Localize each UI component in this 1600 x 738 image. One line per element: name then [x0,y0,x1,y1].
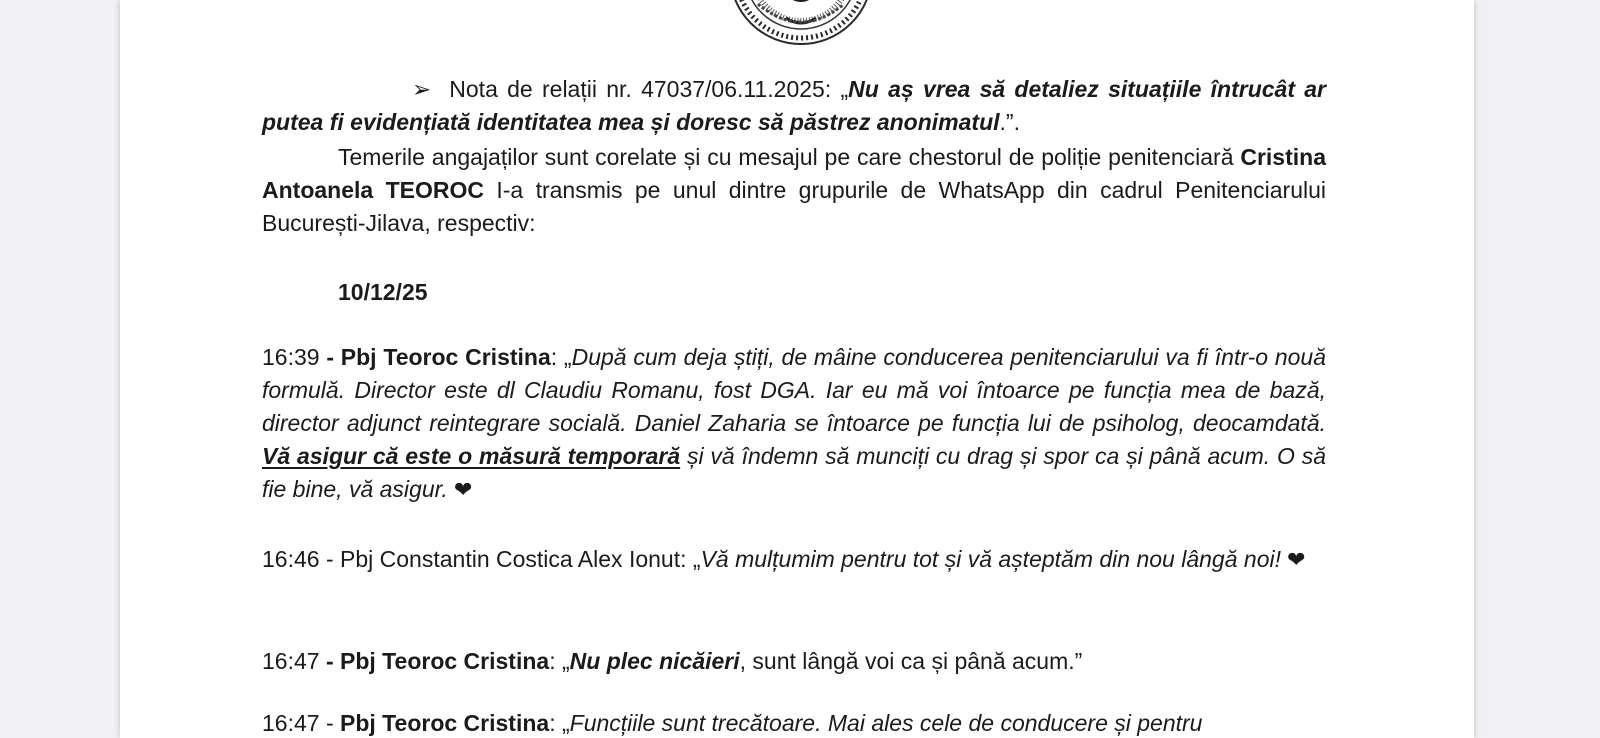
message-block [262,645,1326,678]
person-name: Cristina Antoanela TEOROC [262,144,1326,203]
message-text: , sunt lângă voi ca și până acum.” [739,648,1083,674]
institution-seal-icon [728,0,874,46]
message-date [262,276,1326,309]
message-time: 16:39 [262,344,320,370]
message-emphasis: Vă asigur că este o măsură temporară [262,443,681,469]
message-colon: : „ [550,344,572,370]
nota-prefix: Nota de relații nr. 47037/06.11.2025: „ [449,76,849,102]
message-sender: Pbj Teoroc Cristina [340,344,551,370]
message-sender: Pbj Teoroc Cristina [340,710,550,736]
message-block: 16:47 - Pbj Teoroc Cristina: „Funcțiile sunt trecătoare. Mai ales cele de conducere și pentru [262,710,1203,736]
message-block [262,341,1326,506]
paragraph-text: Temerile angajaților sunt corelate și cu mesajul pe care chestorul de poliție penitenciară [338,144,1241,170]
nota-suffix: .”. [999,109,1020,135]
message-text: Vă mulțumim pentru tot și vă așteptăm din nou lângă noi! [700,546,1281,572]
message-sender: Pbj Teoroc Cristina [340,648,550,674]
message-dash: - [319,648,341,674]
message-text: Funcțiile sunt trecătoare. Mai ales cele de conducere și pentru [569,710,1203,736]
body-paragraph [262,141,1326,240]
message-sender: Pbj Constantin Costica Alex Ionut [340,546,681,572]
arrow-bullet-icon: ➢ [412,76,432,102]
nota-relatii-paragraph [262,73,1326,139]
message-text: După cum deja știți, de mâine conducerea penitenciarului va fi într-o nouă formulă. Director este dl Claudiu Romanu, fost DGA. Iar eu mă voi întoarce pe funcția mea de bază, director adjunct reintegrare socială. Daniel Zaharia se întoarce pe funcția lui de psiholog, deocamdată. [262,344,1326,436]
message-time: 16:46 [262,546,320,572]
message-time: 16:47 [262,648,320,674]
heart-icon: ❤ [1287,547,1306,572]
message-colon: : „ [680,546,701,572]
message-bold-text: Nu plec nicăieri [569,648,740,674]
heart-icon: ❤ [453,477,473,502]
date-text: 10/12/25 [338,279,428,305]
message-time: 16:47 [262,710,320,736]
nota-quote: Nu aș vrea să detaliez situațiile întrucât ar putea fi evidențiată identitatea mea și doresc să păstrez anonimatul [262,76,1327,135]
paragraph-text: I-a transmis pe unul dintre grupurile de WhatsApp din cadrul Penitenciarului București-Jilava, respectiv: [262,177,1326,236]
message-colon: : „ [549,648,570,674]
document-page [120,0,1474,738]
message-text: și vă îndemn să munciți cu drag și spor ca și până acum. O să fie bine, vă asigur. [262,443,1327,502]
message-block: 16:46 - Pbj Constantin Costica Alex Ionut: „Vă mulțumim pentru tot și vă așteptăm din nou lângă noi! ❤ [262,543,1326,576]
message-dash: - [319,344,341,370]
